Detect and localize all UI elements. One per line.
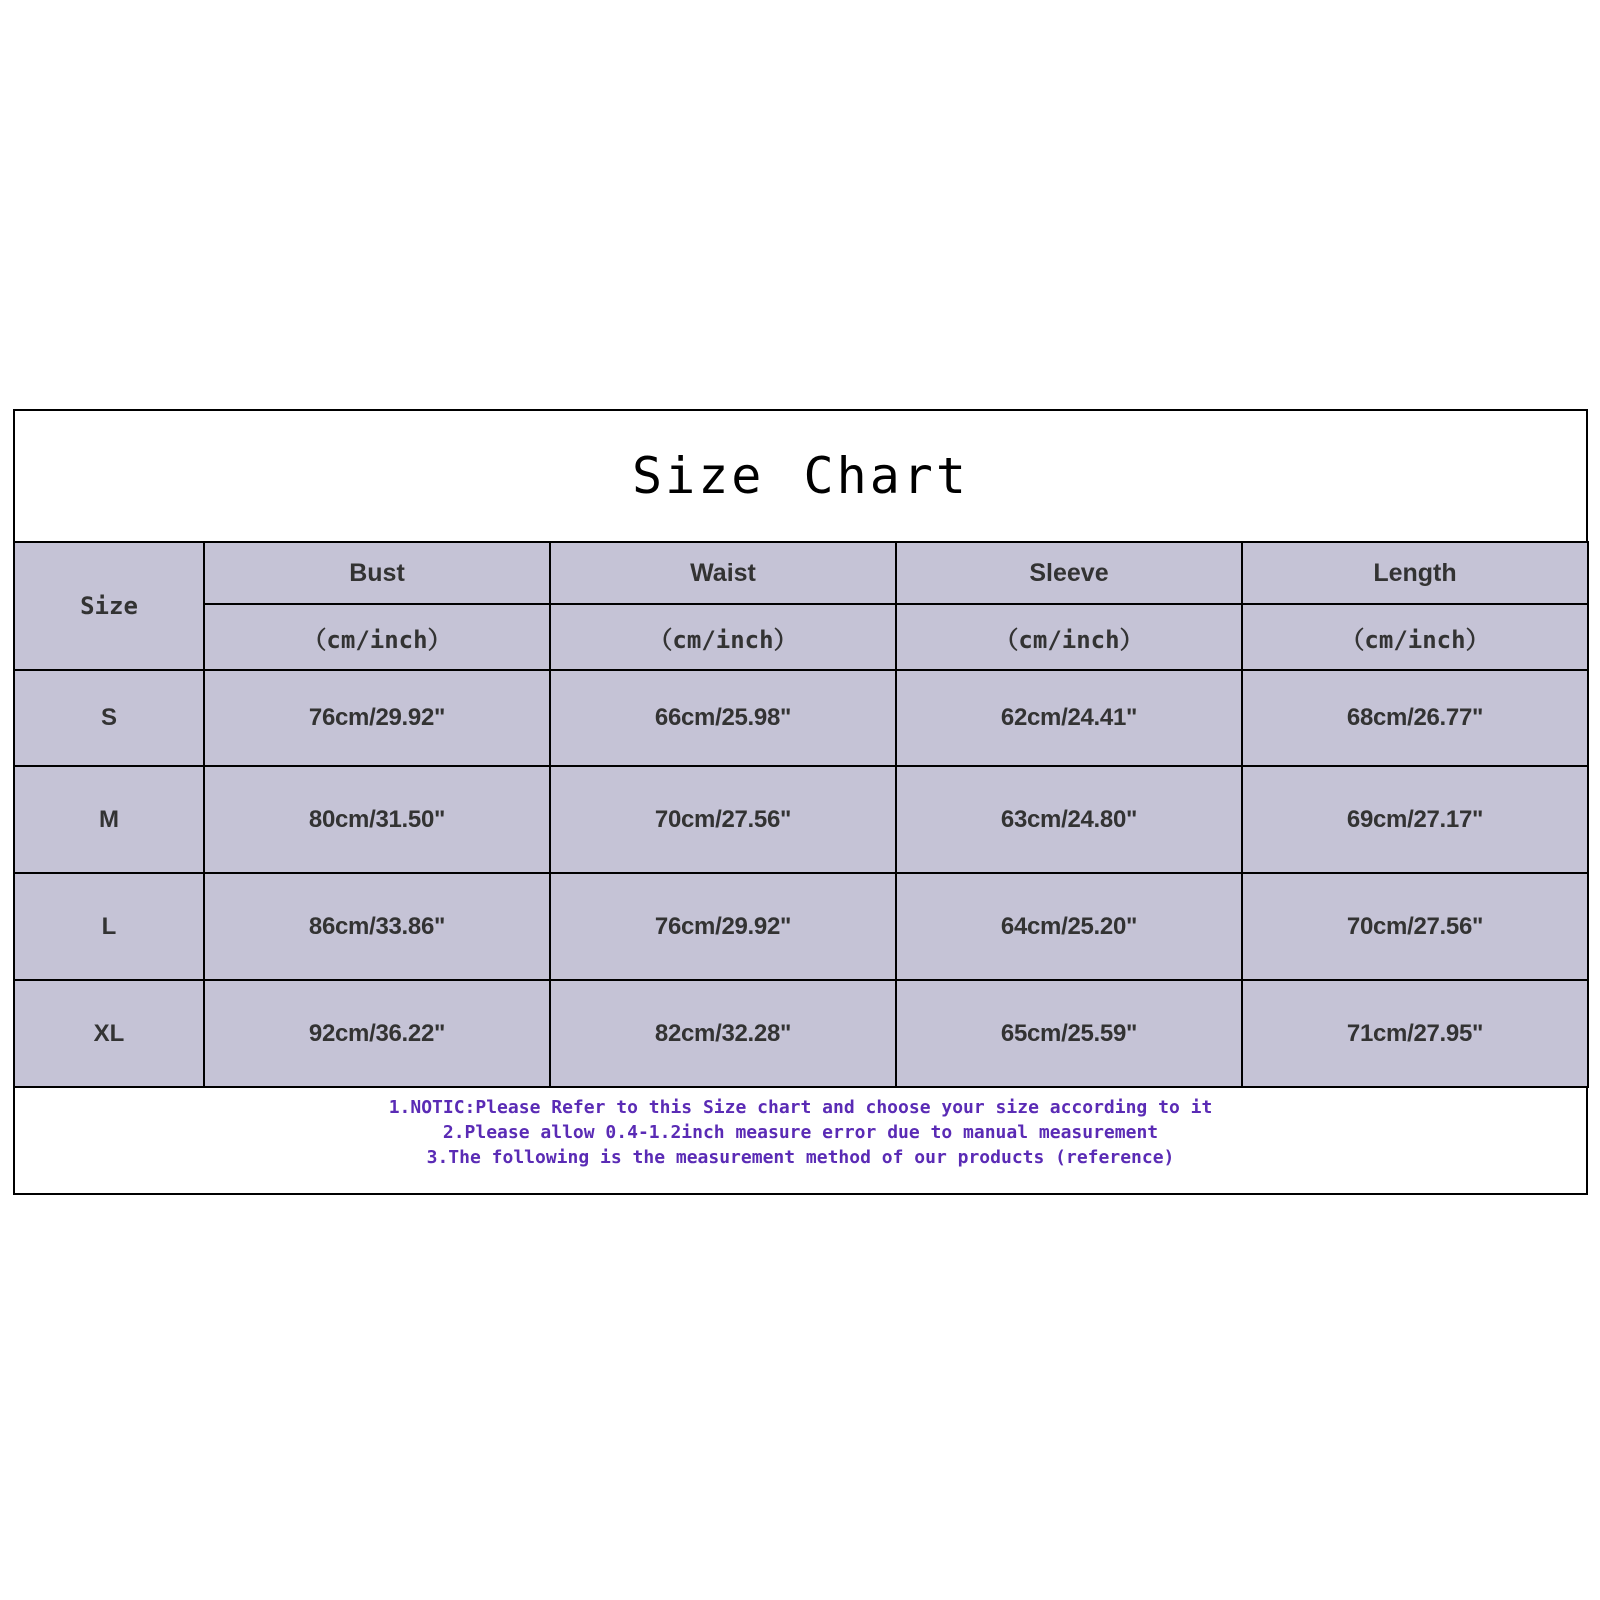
size-label: M [14, 766, 204, 873]
table-cell: 76cm/29.92" [550, 873, 896, 980]
table-cell: 76cm/29.92" [204, 670, 550, 766]
size-label: S [14, 670, 204, 766]
column-header-length: Length [1242, 542, 1588, 604]
table-row [14, 670, 1588, 766]
table-row [14, 980, 1588, 1087]
table-cell: 69cm/27.17" [1242, 766, 1588, 873]
table-cell: 63cm/24.80" [896, 766, 1242, 873]
table-row [14, 766, 1588, 873]
size-label: L [14, 873, 204, 980]
table-cell: 64cm/25.20" [896, 873, 1242, 980]
header-row-names [14, 542, 1588, 604]
note-line: 2.Please allow 0.4-1.2inch measure error due to manual measurement [442, 1122, 1159, 1143]
size-chart [13, 409, 1588, 1195]
table-cell: 68cm/26.77" [1242, 670, 1588, 766]
column-unit-bust: （cm/inch） [204, 604, 550, 670]
size-label: XL [14, 980, 204, 1087]
column-header-waist: Waist [550, 542, 896, 604]
column-header-sleeve: Sleeve [896, 542, 1242, 604]
table-cell: 70cm/27.56" [550, 766, 896, 873]
table-cell: 80cm/31.50" [204, 766, 550, 873]
header-row-units [14, 604, 1588, 670]
column-unit-length: （cm/inch） [1242, 604, 1588, 670]
table-cell: 82cm/32.28" [550, 980, 896, 1087]
size-table [13, 541, 1589, 1088]
column-header-bust: Bust [204, 542, 550, 604]
table-cell: 71cm/27.95" [1242, 980, 1588, 1087]
column-unit-waist: （cm/inch） [550, 604, 896, 670]
note-line: 3.The following is the measurement method of our products (reference) [426, 1147, 1175, 1168]
table-cell: 66cm/25.98" [550, 670, 896, 766]
note-line: 1.NOTIC:Please Refer to this Size chart and choose your size according to it [388, 1097, 1213, 1118]
chart-title: Size Chart [631, 447, 970, 505]
table-row [14, 873, 1588, 980]
size-header: Size [14, 542, 204, 670]
column-unit-sleeve: （cm/inch） [896, 604, 1242, 670]
notes-section [15, 1095, 1586, 1170]
table-cell: 92cm/36.22" [204, 980, 550, 1087]
table-cell: 86cm/33.86" [204, 873, 550, 980]
table-cell: 70cm/27.56" [1242, 873, 1588, 980]
table-cell: 65cm/25.59" [896, 980, 1242, 1087]
table-cell: 62cm/24.41" [896, 670, 1242, 766]
